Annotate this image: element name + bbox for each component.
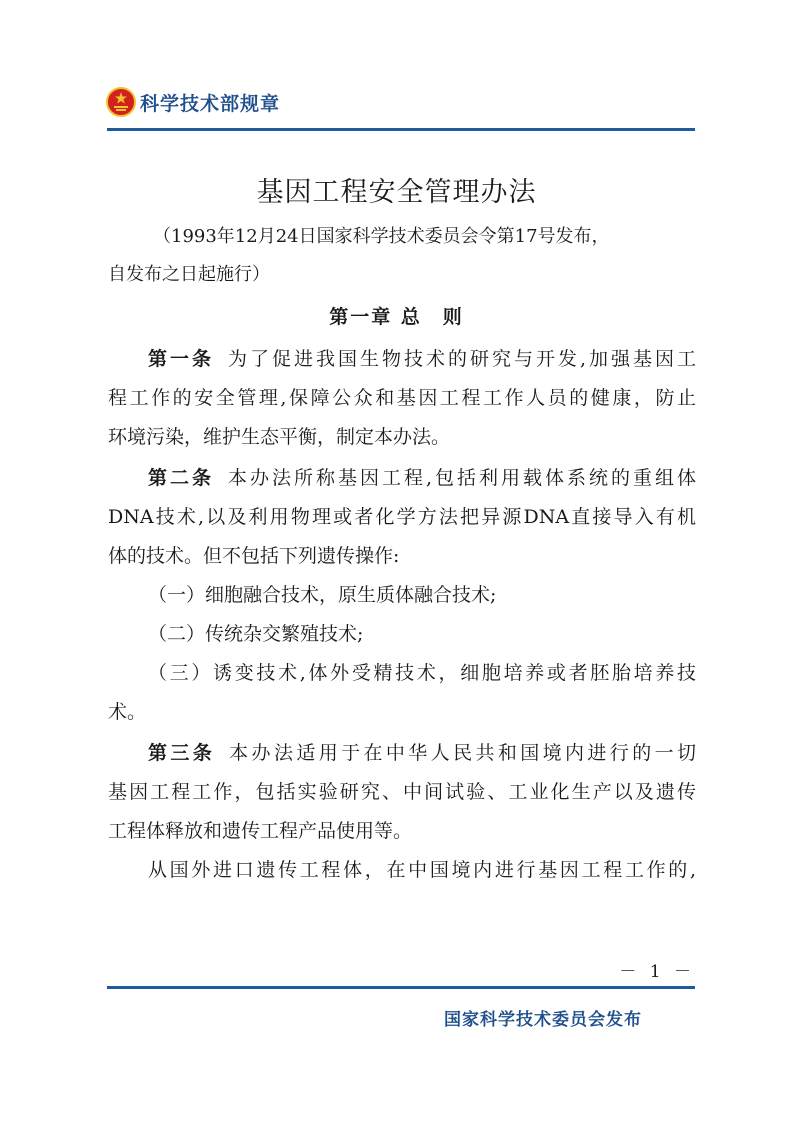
subtitle-line: 自发布之日起施行）	[108, 264, 270, 285]
article-3-line	[108, 734, 696, 773]
national-emblem-icon	[106, 87, 136, 117]
body-text: 本办法所称基因工程,包括利用载体系统的重组体	[228, 467, 696, 489]
article-label: 第三条	[148, 742, 216, 764]
chapter-heading: 第一章 总 则	[329, 306, 464, 328]
page-number: － 1 －	[619, 962, 695, 982]
list-item: （三）诱变技术,体外受精技术，细胞培养或者胚胎培养技	[148, 662, 696, 684]
footer-divider	[107, 986, 695, 989]
article-1-line: 环境污染，维护生态平衡，制定本办法。	[108, 426, 451, 448]
article-1-line	[108, 340, 696, 379]
article-1-line: 程工作的安全管理,保障公众和基因工程工作人员的健康，防止	[108, 387, 696, 409]
article-2-line: 体的技术。但不包括下列遗传操作:	[108, 545, 400, 567]
header-divider	[107, 128, 695, 131]
list-item: （二）传统杂交繁殖技术;	[148, 623, 364, 645]
article-label: 第一条	[148, 348, 214, 370]
page-header	[106, 84, 280, 120]
subtitle-line: （1993年12月24日国家科学技术委员会令第17号发布，	[153, 226, 610, 247]
list-item-continuation: 术。	[108, 701, 147, 723]
body-text: 本办法适用于在中华人民共和国境内进行的一切	[229, 742, 696, 764]
document-subtitle	[108, 218, 696, 294]
article-3-line: 工程体释放和遗传工程产品使用等。	[108, 820, 413, 842]
body-text: 为了促进我国生物技术的研究与开发,加强基因工	[228, 348, 696, 370]
article-2-line: DNA技术,以及利用物理或者化学方法把异源DNA直接导入有机	[108, 506, 696, 528]
article-2-line	[108, 459, 696, 498]
document-title: 基因工程安全管理办法	[256, 177, 537, 208]
list-item: （一）细胞融合技术，原生质体融合技术;	[148, 584, 497, 606]
document-body	[108, 340, 696, 890]
article-label: 第二条	[148, 467, 214, 489]
header-title: 科学技术部规章	[140, 92, 281, 115]
article-3-line: 基因工程工作，包括实验研究、中间试验、工业化生产以及遗传	[108, 781, 696, 803]
article-3-line: 从国外进口遗传工程体，在中国境内进行基因工程工作的,	[148, 859, 696, 881]
footer-publisher: 国家科学技术委员会发布	[444, 1010, 642, 1030]
